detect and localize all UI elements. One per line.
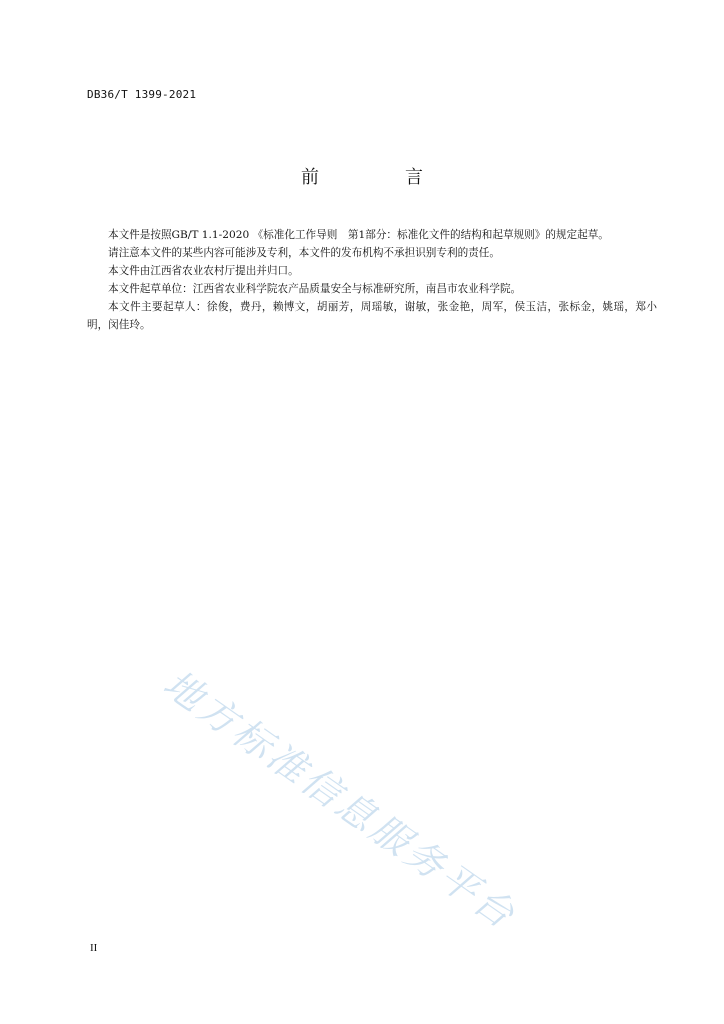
- foreword-body: [87, 226, 657, 334]
- page-title: 前 言: [301, 167, 457, 188]
- page-number: II: [90, 942, 98, 954]
- paragraph-drafting-units: 本文件起草单位：江西省农业科学院农产品质量安全与标准研究所，南昌市农业科学院。: [108, 283, 522, 295]
- paragraph-proposer: 本文件由江西省农业农村厅提出并归口。: [108, 265, 299, 277]
- paragraph-patent-notice: 请注意本文件的某些内容可能涉及专利，本文件的发布机构不承担识别专利的责任。: [108, 247, 500, 259]
- watermark: 地方标准信息服务平台: [155, 661, 525, 939]
- standard-code: DB36/T 1399-2021: [87, 88, 197, 101]
- paragraph-drafting-basis: 本文件是按照GB/T 1.1-2020 《标准化工作导则 第1部分：标准化文件的结构和起草规则》的规定起草。: [108, 229, 609, 241]
- paragraph-drafters: 本文件主要起草人：徐俊，费丹，赖博文，胡丽芳，周瑶敏，谢敏，张金艳，周军，侯玉洁，张标金，姚瑶，郑小明，闵佳玲。: [87, 301, 657, 331]
